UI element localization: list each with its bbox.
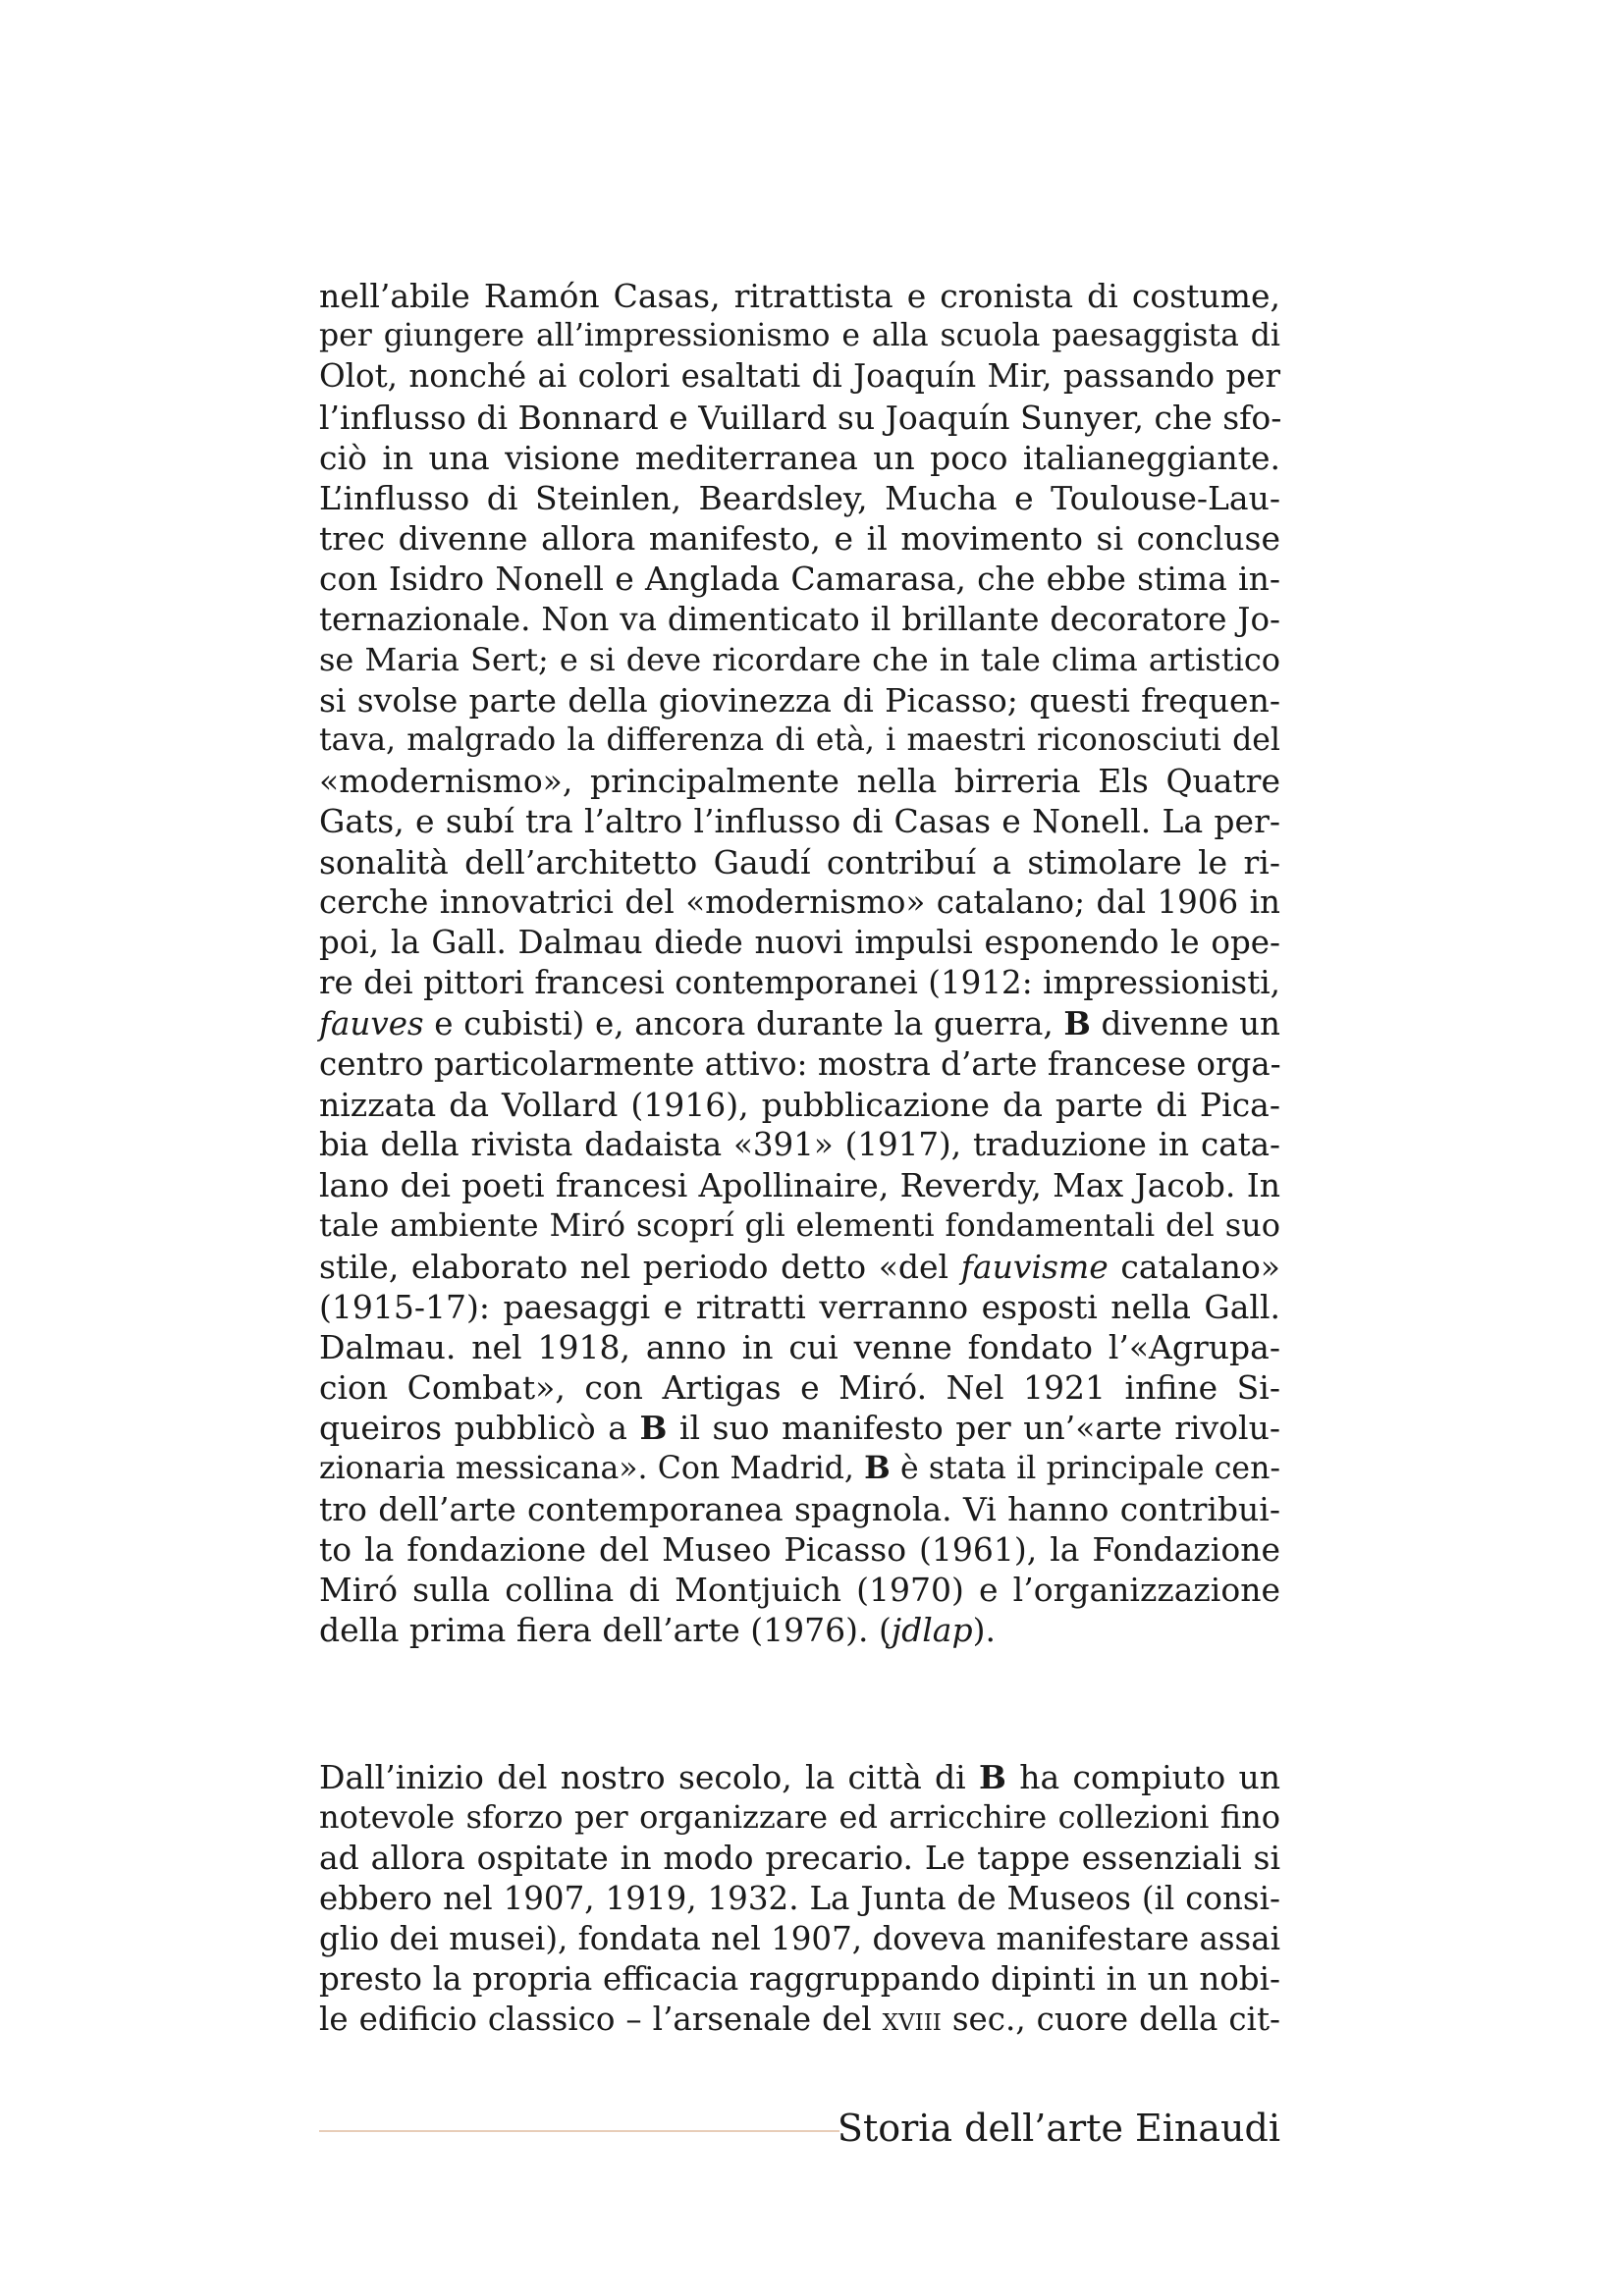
city-abbrev-b: B bbox=[1063, 1004, 1091, 1043]
text-line: nizzata da Vollard (1916), pubblicazione da parte di Pica- bbox=[319, 1085, 1280, 1124]
text-line: to la fondazione del Museo Picasso (1961), la Fondazione bbox=[319, 1529, 1280, 1569]
text-line: Olot, nonché ai colori esaltati di Joaquín Mir, passando per bbox=[319, 357, 1280, 396]
text-line: l’influsso di Bonnard e Vuillard su Joaquín Sunyer, che sfo- bbox=[319, 398, 1282, 437]
text-line: tale ambiente Miró scoprí gli elementi fondamentali del suo bbox=[319, 1206, 1280, 1245]
text-line: trec divenne allora manifesto, e il movimento si concluse bbox=[319, 519, 1280, 559]
text-run: stile, elaborato nel periodo detto «del bbox=[319, 1247, 961, 1286]
text-line bbox=[319, 1003, 1280, 1043]
text-run: sec., cuore della cit- bbox=[941, 2001, 1280, 2039]
text-line: con Isidro Nonell e Anglada Camarasa, che ebbe stima in- bbox=[319, 560, 1280, 599]
text-line: nell’abile Ramón Casas, ritrattista e cronista di costume, bbox=[319, 277, 1280, 315]
text-line: tro dell’arte contemporanea spagnola. Vi hanno contribui- bbox=[319, 1489, 1280, 1528]
text-run: zionaria messicana». Con Madrid, bbox=[319, 1451, 865, 1487]
text-run: è stata il principale cen- bbox=[890, 1451, 1281, 1487]
text-line: L’influsso di Steinlen, Beardsley, Mucha e Toulouse-Lau- bbox=[319, 478, 1280, 517]
text-line: ciò in una visione mediterranea un poco italianeggiante. bbox=[319, 438, 1280, 477]
roman-numeral-century: xviii bbox=[882, 2001, 942, 2039]
text-line: si svolse parte della giovinezza di Picasso; questi frequen- bbox=[319, 680, 1280, 720]
footer-title: Storia dell’arte Einaudi bbox=[837, 2107, 1280, 2150]
text-run: queiros pubblicò a bbox=[319, 1409, 640, 1448]
text-line: notevole sforzo per organizzare ed arricchire collezioni fino bbox=[319, 1798, 1280, 1837]
text-line bbox=[319, 1408, 1280, 1448]
text-line: se Maria Sert; e si deve ricordare che in tale clima artistico bbox=[319, 640, 1280, 678]
text-line: bia della rivista dadaista «391» (1917), traduzione in cata- bbox=[319, 1125, 1280, 1163]
text-line: Gats, e subí tra l’altro l’influsso di Casas e Nonell. La per- bbox=[319, 802, 1280, 841]
text-line: glio dei musei), fondata nel 1907, doveva manifestare assai bbox=[319, 1919, 1280, 1957]
text-line: sonalità dell’architetto Gaudí contribuí a stimolare le ri- bbox=[319, 842, 1280, 881]
text-line bbox=[319, 1610, 1280, 1650]
text-line bbox=[319, 1448, 1280, 1488]
text-line: presto la propria efficacia raggruppando dipinti in un nobi- bbox=[319, 1959, 1280, 1998]
text-line: re dei pittori francesi contemporanei (1912: impressionisti, bbox=[319, 964, 1280, 1002]
text-run: ha compiuto un bbox=[1005, 1758, 1280, 1796]
body-paragraph-1 bbox=[319, 276, 1280, 1650]
body-paragraph-2 bbox=[319, 1757, 1280, 2040]
author-initials: jdlap bbox=[891, 1611, 973, 1650]
text-line: «modernismo», principalmente nella birreria Els Quatre bbox=[319, 762, 1280, 801]
text-line: lano dei poeti francesi Apollinaire, Reverdy, Max Jacob. In bbox=[319, 1166, 1280, 1205]
text-run: e cubisti) e, ancora durante la guerra, bbox=[423, 1005, 1064, 1043]
text-line: per giungere all’impressionismo e alla scuola paesaggista di bbox=[319, 318, 1280, 354]
text-line bbox=[319, 2000, 1280, 2040]
text-line: ternazionale. Non va dimenticato il brillante decoratore Jo- bbox=[319, 600, 1280, 638]
text-line: cerche innovatrici del «modernismo» catalano; dal 1906 in bbox=[319, 882, 1280, 921]
italic-term-fauvisme: fauvisme bbox=[960, 1247, 1109, 1286]
text-line: poi, la Gall. Dalmau diede nuovi impulsi esponendo le ope- bbox=[319, 924, 1280, 961]
text-line: centro particolarmente attivo: mostra d’arte francese orga- bbox=[319, 1044, 1281, 1083]
text-line: ad allora ospitate in modo precario. Le tappe essenziali si bbox=[319, 1839, 1280, 1878]
text-line: Dalmau. nel 1918, anno in cui venne fondato l’«Agrupa- bbox=[319, 1327, 1280, 1366]
text-run: divenne un bbox=[1090, 1005, 1280, 1043]
city-abbrev-b: B bbox=[639, 1409, 668, 1448]
text-run: le edificio classico – l’arsenale del bbox=[319, 2001, 883, 2039]
city-abbrev-b: B bbox=[864, 1450, 891, 1487]
text-run: catalano» bbox=[1108, 1247, 1280, 1286]
text-line: cion Combat», con Artigas e Miró. Nel 1921 infine Si- bbox=[319, 1368, 1280, 1408]
text-line: tava, malgrado la differenza di età, i maestri riconosciuti del bbox=[319, 722, 1280, 759]
footer-rule bbox=[319, 2130, 839, 2132]
italic-term-fauves: fauves bbox=[319, 1005, 424, 1043]
text-line: Miró sulla collina di Montjuich (1970) e l’organizzazione bbox=[319, 1571, 1280, 1609]
text-line: (1915-17): paesaggi e ritratti verranno esposti nella Gall. bbox=[319, 1287, 1280, 1326]
text-run: Dall’inizio del nostro secolo, la città di bbox=[319, 1758, 980, 1796]
text-line bbox=[319, 1247, 1280, 1287]
text-line bbox=[319, 1757, 1280, 1797]
text-run: ). bbox=[972, 1611, 996, 1650]
text-run: il suo manifesto per un’«arte rivolu- bbox=[667, 1409, 1280, 1448]
text-run: della prima fiera dell’arte (1976). ( bbox=[319, 1611, 892, 1650]
city-abbrev-b: B bbox=[979, 1758, 1006, 1796]
text-line: ebbero nel 1907, 1919, 1932. La Junta de Museos (il consi- bbox=[319, 1879, 1280, 1917]
